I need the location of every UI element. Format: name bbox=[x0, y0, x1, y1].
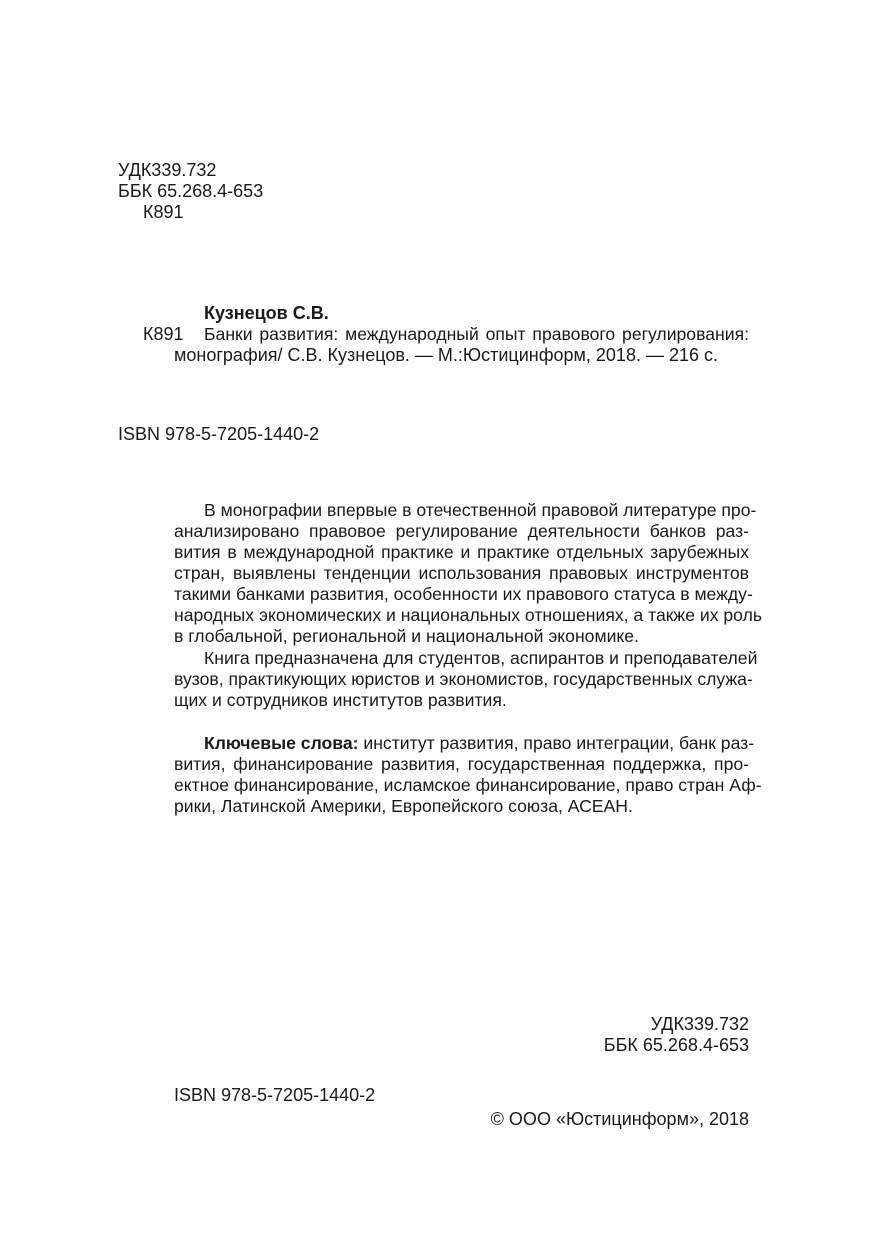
udk-code: УДК339.732 bbox=[118, 160, 217, 180]
annotation-line: стран, выявлены тенденции использования правовых инструментов bbox=[174, 563, 749, 583]
copyright-notice: © ООО «Юстицинформ», 2018 bbox=[490, 1109, 749, 1129]
annotation-line: Книга предназначена для студентов, аспирантов и преподавателей bbox=[204, 648, 758, 668]
annotation-line: анализировано правовое регулирование деятельности банков раз- bbox=[174, 521, 749, 541]
annotation-line: в глобальной, региональной и национальной экономике. bbox=[174, 626, 639, 646]
annotation-line: вития в международной практике и практике отдельных зарубежных bbox=[174, 542, 749, 562]
bbk-code-bottom: ББК 65.268.4-653 bbox=[603, 1035, 749, 1055]
entry-title-line-1: Банки развития: международный опыт правового регулирования: bbox=[204, 324, 749, 344]
isbn-top: ISBN 978-5-7205-1440-2 bbox=[118, 424, 320, 444]
entry-title-line-2: монография/ С.В. Кузнецов. — М.:Юстицинформ, 2018. — 216 с. bbox=[174, 345, 718, 365]
author-name: Кузнецов С.В. bbox=[204, 303, 329, 323]
annotation-line: В монографии впервые в отечественной правовой литературе про- bbox=[204, 500, 757, 520]
annotation-line: народных экономических и национальных отношениях, а также их роль bbox=[174, 605, 763, 625]
entry-author-mark: К891 bbox=[143, 324, 184, 344]
keywords-line: вития, финансирование развития, государственная поддержка, про- bbox=[174, 754, 749, 774]
bbk-code: ББК 65.268.4-653 bbox=[118, 181, 264, 201]
keywords-line: рики, Латинской Америки, Европейского союза, АСЕАН. bbox=[174, 796, 633, 816]
annotation-line: такими банками развития, особенности их правового статуса в между- bbox=[174, 584, 753, 604]
keywords-line-1 bbox=[204, 733, 755, 754]
udk-code-bottom: УДК339.732 bbox=[650, 1014, 749, 1034]
annotation-line: вузов, практикующих юристов и экономистов, государственных служа- bbox=[174, 669, 753, 689]
isbn-bottom: ISBN 978-5-7205-1440-2 bbox=[174, 1085, 376, 1105]
keywords-text: институт развития, право интеграции, банк раз- bbox=[358, 733, 755, 753]
author-mark: К891 bbox=[143, 202, 184, 222]
keywords-line: ектное финансирование, исламское финансирование, право стран Аф- bbox=[174, 775, 762, 795]
keywords-label: Ключевые слова: bbox=[204, 733, 359, 753]
annotation-line: щих и сотрудников институтов развития. bbox=[174, 690, 507, 710]
